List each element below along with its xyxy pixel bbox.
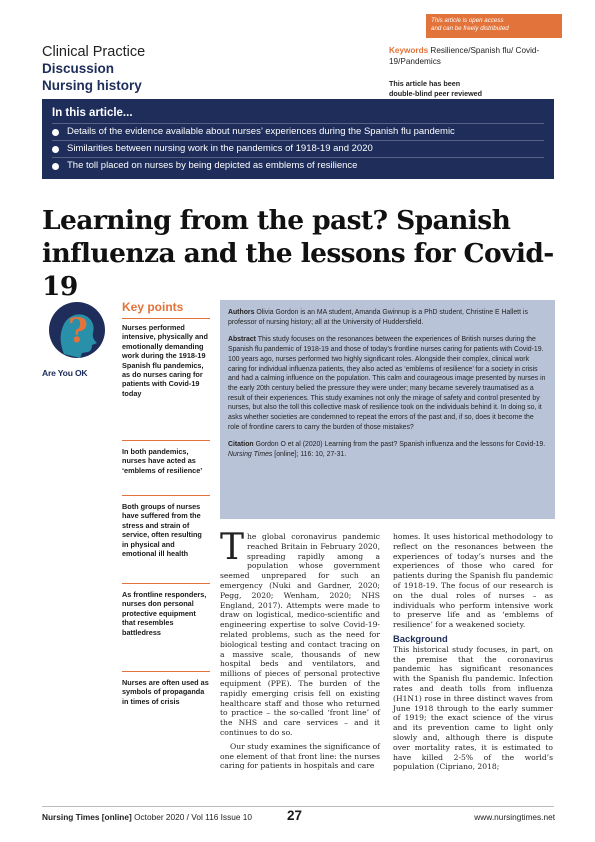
headline-line-2: influenza and the lessons for Covid-19: [42, 238, 554, 302]
logo-text: Are You OK: [42, 368, 88, 378]
body-paragraph: Our study examines the significance of one element of that front line: the nurses caring for patients in hospitals and care: [220, 741, 380, 771]
citation-journal: Nursing Times: [228, 451, 273, 459]
key-point: Nurses are often used as symbols of propaganda in times of crisis: [122, 678, 209, 706]
in-this-article-title: In this article...: [52, 107, 133, 119]
abstract-paragraph: [228, 335, 547, 432]
svg-text:?: ?: [68, 311, 88, 351]
keywords: [389, 46, 559, 67]
section-subtitle-nursing-history: Nursing history: [42, 78, 142, 93]
authors-label: Authors: [228, 309, 255, 316]
bullet-icon: [52, 163, 59, 170]
key-point-divider: [122, 495, 210, 496]
authors-paragraph: [228, 308, 547, 327]
keywords-label: Keywords: [389, 46, 429, 55]
peer-review-line-2: double-blind peer reviewed: [389, 88, 483, 98]
key-point: In both pandemics, nurses have acted as ‘emblems of resilience’: [122, 447, 203, 475]
keywords-value: Resilience/Spanish flu/ Covid-19/Pandemics: [389, 46, 540, 66]
citation-label: Citation: [228, 441, 254, 449]
section-subtitle-discussion: Discussion: [42, 61, 115, 76]
citation-text: Gordon O et al (2020) Learning from the past? Spanish influenza and the lessons for Covid-19.: [255, 441, 546, 449]
in-this-article-item: [52, 157, 544, 174]
open-access-banner: [426, 14, 562, 38]
key-point: As frontline responders, nurses don personal protective equipment that resembles battledress: [122, 590, 207, 637]
peer-review-line-1: This article has been: [389, 79, 461, 88]
background-heading: Background: [393, 632, 448, 644]
in-this-article-item: [52, 123, 544, 140]
in-this-article-item: [52, 140, 544, 157]
authors-text: Olivia Gordon is an MA student, Amanda Gwinnup is a PhD student, Christine E Hallett is professor of nursing history; all at the University of Huddersfield.: [228, 309, 528, 326]
body-paragraph: [220, 527, 380, 738]
key-points-title: Key points: [122, 300, 210, 319]
body-paragraph: homes. It uses historical methodology to reflect on the resonances between the experiences of today’s nurses and the experiences of those who cared for patients during the Spanish flu pandemic of 1918-19. The focus of our research is on the dual roles of nurses – as individuals who perform intensive work to preserve life and as ‘emblems of resilience’ for a weakened society.: [393, 532, 553, 630]
bullet-icon: [52, 129, 59, 136]
key-point-divider: [122, 671, 210, 672]
in-this-article-item-text: The toll placed on nurses by being depicted as emblems of resilience: [67, 160, 358, 171]
section-title: Clinical Practice: [42, 44, 146, 60]
key-point-divider: [122, 583, 210, 584]
drop-cap: T: [220, 527, 245, 568]
body-paragraph: This historical study focuses, in part, on the premise that the coronavirus pandemic has significant resonances with the Spanish flu pandemic. Infection rates and death tolls from influenza (H1N1) rose in three distinct waves from June 1918 through to the early summer of 1919; the exact science of the virus and its prevention came to light only slowly and, although there is dispute over mortality rates, it is estimated to have killed 2-5% of the world’s population (Cipriano, 2018;: [393, 644, 553, 772]
headline-line-1: Learning from the past? Spanish: [42, 205, 511, 236]
are-you-ok-logo-icon: [42, 300, 112, 360]
footer-journal-info: [42, 812, 252, 822]
abstract-text: This study focuses on the resonances between the experiences of British nurses during the Spanish flu pandemic of 1918-19 and those of today’s frontline nurses caring for patients with Covid-19. 100 years ago, nurses performed two highly significant roles. Alongside their complex, clinical work caring for individual influenza patients, they also acted as ‘emblems of resilience’ for a society in crisis and had a calming influence on the population. This calm and courageous image presented by nurses in the early 20th century belied the pressure they were under; many became severely traumatised as a result of their experiences. This study examines not only the mirage of safety and control presented by nurses, but also the toll this collective mask of resilience took on the individuals behind it. In doing so, it asks whether societies are condemned to repeat the errors of the past and, if so, does it become the role of frontline carers to carry the burden of those mistakes?: [228, 336, 546, 431]
abstract-box: [220, 300, 555, 519]
citation-paragraph: [228, 440, 547, 459]
key-point-divider: [122, 440, 210, 441]
open-access-line-1: This article is open access: [431, 17, 504, 24]
body-column-2: [393, 532, 553, 776]
footer-journal: Nursing Times [online]: [42, 812, 132, 822]
open-access-line-2: and can be freely distributed: [431, 25, 509, 32]
in-this-article-item-text: Similarities between nursing work in the pandemics of 1918-19 and 2020: [67, 143, 373, 154]
body-column-1: [220, 527, 380, 775]
key-point: Nurses performed intensive, physically and emotionally demanding work during the 1918-19 Spanish flu pandemics, as do nurses caring for patients with Covid-19 today: [122, 323, 208, 398]
footer-issue: October 2020 / Vol 116 Issue 10: [134, 812, 252, 822]
article-headline: [42, 204, 562, 303]
abstract-label: Abstract: [228, 336, 256, 344]
citation-text-end: [online]; 116: 10, 27-31.: [274, 451, 347, 459]
page-number: 27: [287, 808, 303, 823]
footer-url: www.nursingtimes.net: [474, 812, 555, 822]
peer-review-note: [389, 79, 559, 98]
key-point: Both groups of nurses have suffered from the stress and strain of service, often resulting in physical and emotional ill health: [122, 502, 202, 559]
in-this-article-box: [42, 99, 554, 179]
footer-divider: [42, 806, 554, 807]
body-text: he global coronavirus pandemic reached Britain in February 2020, spreading rapidly among a population whose government seemed unprepared for such an emergency (Nuki and Gardner, 2020; Pegg, 2020; Wenham, 2020; NHS England, 2017). Attempts were made to draw on logistical, medico-scientific and engineering expertise to solve Covid-19-related problems, such as the need for biological testing and contact tracing on a massive scale, thousands of new hospital beds and ventilators, and millions of pieces of personal protective equipment (PPE). The burden of the rapidly emerging crisis fell on existing healthcare staff and those who returned to practice – the so-called ‘front line’ of the NHS and care services – and it continues to do so.: [220, 532, 380, 737]
in-this-article-item-text: Details of the evidence available about nurses’ experiences during the Spanish flu pandemic: [67, 126, 455, 137]
bullet-icon: [52, 146, 59, 153]
